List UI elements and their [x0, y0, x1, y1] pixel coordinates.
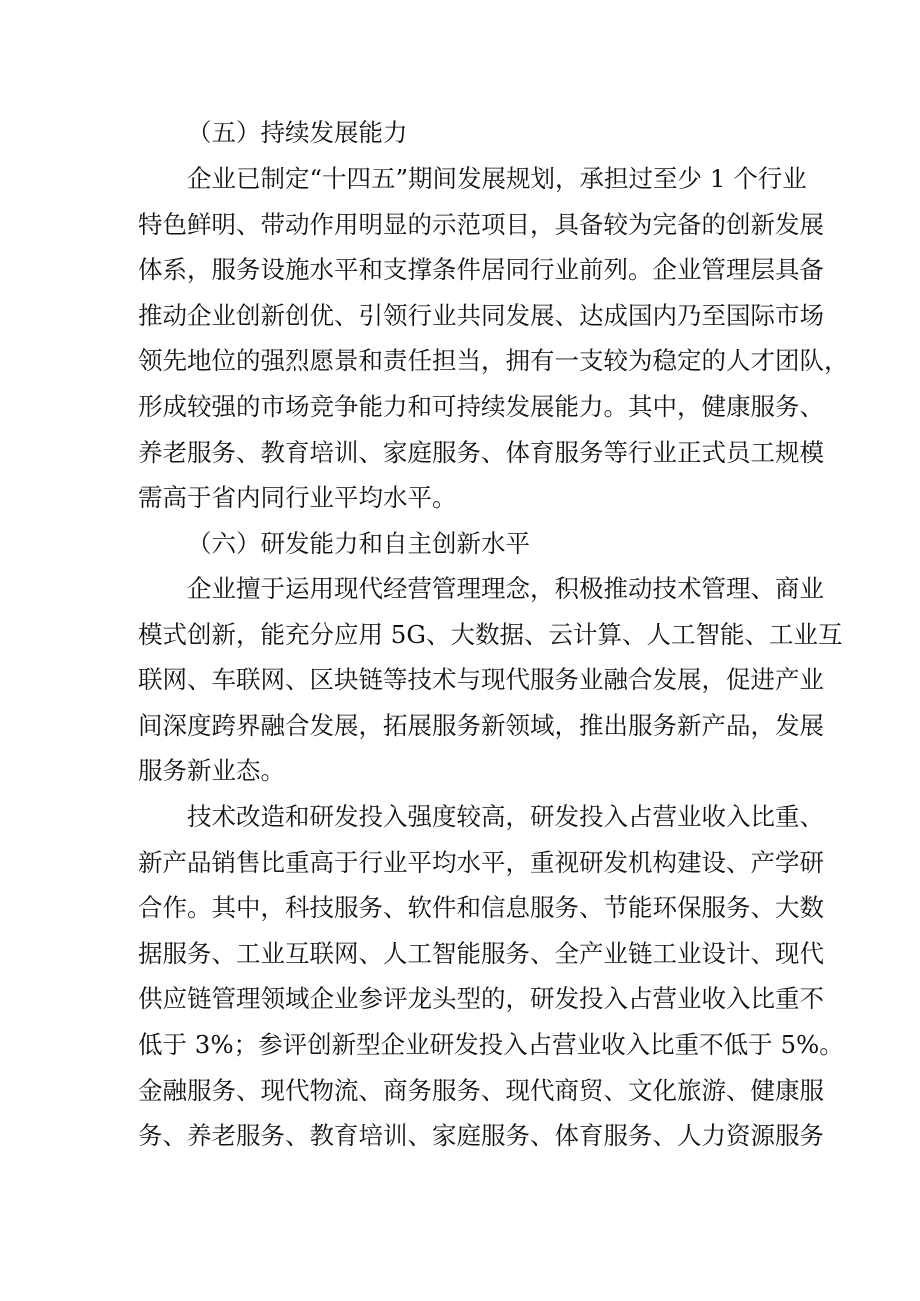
text-line: 联网、车联网、区块链等技术与现代服务业融合发展，促进产业	[138, 665, 824, 695]
text-line: 间深度跨界融合发展，拓展服务新领域，推出服务新产品，发展	[138, 710, 824, 740]
text-line: 模式创新，能充分应用 5G、大数据、云计算、人工智能、工业互	[138, 619, 843, 649]
text-line: 需高于省内同行业平均水平。	[138, 483, 457, 513]
text-line: 形成较强的市场竞争能力和可持续发展能力。其中，健康服务、	[138, 391, 824, 421]
text-line: 养老服务、教育培训、家庭服务、体育服务等行业正式员工规模	[138, 437, 824, 467]
text-line: 合作。其中，科技服务、软件和信息服务、节能环保服务、大数	[138, 893, 824, 923]
text-line: 务、养老服务、教育培训、家庭服务、体育服务、人力资源服务	[138, 1121, 824, 1151]
paragraph-innovation	[138, 566, 843, 794]
text-line: 技术改造和研发投入强度较高，研发投入占营业收入比重、	[187, 802, 824, 831]
text-line: 推动企业创新创优、引领行业共同发展、达成国内乃至国际市场	[138, 300, 824, 330]
paragraph-rd-investment	[138, 794, 844, 1159]
text-line: 企业已制定“十四五”期间发展规划，承担过至少 1 个行业	[187, 164, 807, 193]
text-line: 低于 3%；参评创新型企业研发投入占营业收入比重不低于 5%。	[138, 1029, 844, 1059]
text-line: 领先地位的强烈愿景和责任担当，拥有一支较为稳定的人才团队，	[138, 346, 849, 376]
text-line: 金融服务、现代物流、商务服务、现代商贸、文化旅游、健康服	[138, 1075, 824, 1105]
paragraph-sustainable-development	[138, 156, 849, 521]
text-line: 供应链管理领域企业参评龙头型的，研发投入占营业收入比重不	[138, 984, 824, 1014]
text-line: 特色鲜明、带动作用明显的示范项目，具备较为完备的创新发展	[138, 209, 824, 239]
text-line: 体系，服务设施水平和支撑条件居同行业前列。企业管理层具备	[138, 255, 824, 285]
text-line: 新产品销售比重高于行业平均水平，重视研发机构建设、产学研	[138, 847, 824, 877]
text-line: 服务新业态。	[138, 756, 285, 786]
section-heading-5: （五）持续发展能力	[187, 118, 408, 147]
text-line: 据服务、工业互联网、人工智能服务、全产业链工业设计、现代	[138, 938, 824, 968]
text-line: 企业擅于运用现代经营管理理念，积极推动技术管理、商业	[187, 574, 824, 603]
section-heading-6: （六）研发能力和自主创新水平	[187, 529, 530, 558]
